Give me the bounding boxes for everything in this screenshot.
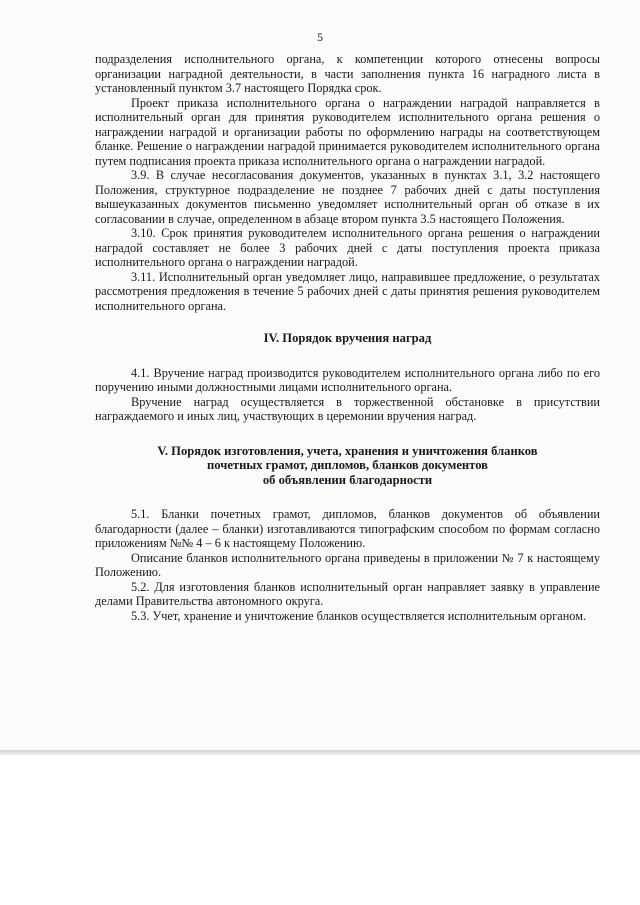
paragraph-3-10: 3.10. Срок принятия руководителем исполнительного органа решения о награждении наградой составляет не более 3 рабочих дней с даты поступления проекта приказа исполнительного органа о награждении наградой.	[95, 226, 600, 269]
scan-edge-divider	[0, 750, 640, 755]
paragraph-3-9: 3.9. В случае несогласования документов, указанных в пунктах 3.1, 3.2 настоящего Положения, структурное подразделение не позднее 7 рабочих дней с даты поступления вышеуказанных документов письменно уведомляет исполнительный орган об отказе в их согласовании в случае, определенном в абзаце втором пункта 3.5 настоящего Положения.	[95, 168, 600, 226]
paragraph-3-8-continuation: подразделения исполнительного органа, к компетенции которого отнесены вопросы организации наградной деятельности, в части заполнения пункта 16 наградного листа в установленный пунктом 3.7 настоящего Порядка срок.	[95, 52, 600, 95]
document-body	[95, 52, 600, 623]
paragraph-4-1-ceremony: Вручение наград осуществляется в торжественной обстановке в присутствии награждаемого и иных лиц, участвующих в церемонии вручения наград.	[95, 394, 600, 423]
section-4-heading: IV. Порядок вручения наград	[263, 331, 432, 345]
paragraph-5-3: 5.3. Учет, хранение и уничтожение бланков осуществляется исполнительным органом.	[131, 608, 587, 623]
paragraph-5-1: 5.1. Бланки почетных грамот, дипломов, бланков документов об объявлении благодарности (далее – бланки) изготавливаются типографским способом по формам согласно приложениям №№ 4 – 6 к настоящему Положению.	[95, 507, 600, 550]
section-5-heading	[95, 444, 600, 488]
paragraph-3-8-order-draft: Проект приказа исполнительного органа о награждении наградой направляется в исполнительный орган для принятия руководителем исполнительного органа решения о награждении наградой и организации работы по оформлению награды на соответствующем бланке. Решение о награждении наградой принимается руководителем исполнительного органа путем подписания проекта приказа исполнительного органа о награждении наградой.	[95, 95, 600, 168]
section-5-heading-line-2: почетных грамот, дипломов, бланков документов	[207, 458, 488, 472]
paragraph-5-2: 5.2. Для изготовления бланков исполнительный орган направляет заявку в управление делами Правительства автономного округа.	[95, 579, 600, 608]
section-5-heading-line-3: об объявлении благодарности	[262, 472, 433, 487]
section-5-heading-line-1: V. Порядок изготовления, учета, хранения и уничтожения бланков	[157, 443, 538, 458]
paragraph-4-1: 4.1. Вручение наград производится руководителем исполнительного органа либо по его поручению иными должностными лицами исполнительного органа.	[95, 365, 600, 394]
paragraph-3-11: 3.11. Исполнительный орган уведомляет лицо, направившее предложение, о результатах рассмотрения предложения в течение 5 рабочих дней с даты принятия решения руководителем исполнительного органа.	[95, 269, 600, 313]
page-number: 5	[317, 30, 323, 44]
paragraph-5-1-description: Описание бланков исполнительного органа приведены в приложении № 7 к настоящему Положению.	[95, 550, 600, 579]
